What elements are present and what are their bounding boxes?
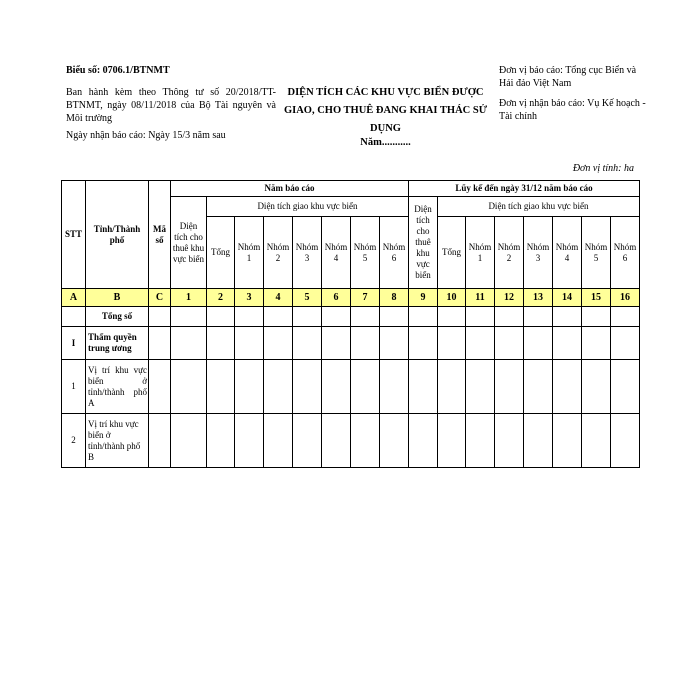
header-group: Nhóm 3 (293, 217, 322, 289)
header-assigned-area: Diện tích giao khu vực biển (207, 197, 409, 217)
receiving-unit: Đơn vị nhận báo cáo: Vụ Kế hoạch - Tài chính (499, 98, 646, 122)
header-code: Mã số (149, 181, 171, 289)
index-cell: 6 (322, 289, 351, 307)
reporting-unit: Đơn vị báo cáo: Tổng cục Biển và Hải đảo Việt Nam (499, 65, 637, 89)
table-row (62, 327, 640, 360)
index-cell: 4 (264, 289, 293, 307)
row-stt: 1 (62, 360, 86, 414)
header-group: Nhóm 4 (553, 217, 582, 289)
index-cell: 8 (380, 289, 409, 307)
header-group: Nhóm 1 (466, 217, 495, 289)
index-cell: C (149, 289, 171, 307)
index-cell: A (62, 289, 86, 307)
header-group: Nhóm 5 (582, 217, 611, 289)
header-group: Nhóm 6 (380, 217, 409, 289)
row-stt (62, 307, 86, 327)
report-year: Năm........... (360, 137, 411, 148)
index-cell: 11 (466, 289, 495, 307)
header-stt: STT (62, 181, 86, 289)
report-title-line2: GIAO, CHO THUÊ ĐANG KHAI THÁC SỬ DỤNG (283, 105, 488, 134)
index-cell: 12 (495, 289, 524, 307)
table-row (62, 360, 640, 414)
row-name: Tổng số (86, 307, 149, 327)
header-group: Nhóm 2 (264, 217, 293, 289)
report-title (283, 84, 488, 138)
index-cell: 1 (171, 289, 207, 307)
index-cell: 13 (524, 289, 553, 307)
header-province: Tỉnh/Thành phố (86, 181, 149, 289)
index-cell: 16 (611, 289, 640, 307)
header-assigned-area-cumulative: Diện tích giao khu vực biển (438, 197, 640, 217)
form-code: Biểu số: 0706.1/BTNMT (66, 65, 170, 76)
header-lease-area-cumulative: Diện tích cho thuê khu vực biển (409, 197, 438, 289)
header-total: Tổng (207, 217, 235, 289)
header-group: Nhóm 3 (524, 217, 553, 289)
receive-date: Ngày nhận báo cáo: Ngày 15/3 năm sau (66, 130, 226, 141)
index-cell: 7 (351, 289, 380, 307)
measurement-unit: Đơn vị tính: ha (572, 163, 634, 174)
table-row (62, 414, 640, 468)
index-cell: 10 (438, 289, 466, 307)
table-row (62, 307, 640, 327)
data-table (61, 180, 640, 468)
index-cell: 5 (293, 289, 322, 307)
index-cell: 3 (235, 289, 264, 307)
row-name: Vị trí khu vực biển ở tỉnh/thành phố B (86, 414, 149, 468)
row-name: Vị trí khu vực biển ở tỉnh/thành phố A (86, 360, 149, 414)
row-stt: 2 (62, 414, 86, 468)
row-name: Thẩm quyền trung ương (86, 327, 149, 360)
report-title-line1: DIỆN TÍCH CÁC KHU VỰC BIỂN ĐƯỢC (287, 87, 484, 98)
header-group: Nhóm 6 (611, 217, 640, 289)
header-group: Nhóm 2 (495, 217, 524, 289)
index-cell: 15 (582, 289, 611, 307)
header-cumulative: Lũy kế đến ngày 31/12 năm báo cáo (409, 181, 640, 197)
header-lease-area: Diện tích cho thuê khu vực biển (171, 197, 207, 289)
issued-by-note: Ban hành kèm theo Thông tư số 20/2018/TT-BTNMT, ngày 08/11/2018 của Bộ Tài nguyên và Môi trường (66, 87, 276, 124)
index-cell: 9 (409, 289, 438, 307)
index-cell: 2 (207, 289, 235, 307)
header-total: Tổng (438, 217, 466, 289)
index-cell: B (86, 289, 149, 307)
header-report-year: Năm báo cáo (171, 181, 409, 197)
index-cell: 14 (553, 289, 582, 307)
header-group: Nhóm 4 (322, 217, 351, 289)
row-stt: I (62, 327, 86, 360)
header-group: Nhóm 5 (351, 217, 380, 289)
header-group: Nhóm 1 (235, 217, 264, 289)
column-index-row (62, 289, 640, 307)
